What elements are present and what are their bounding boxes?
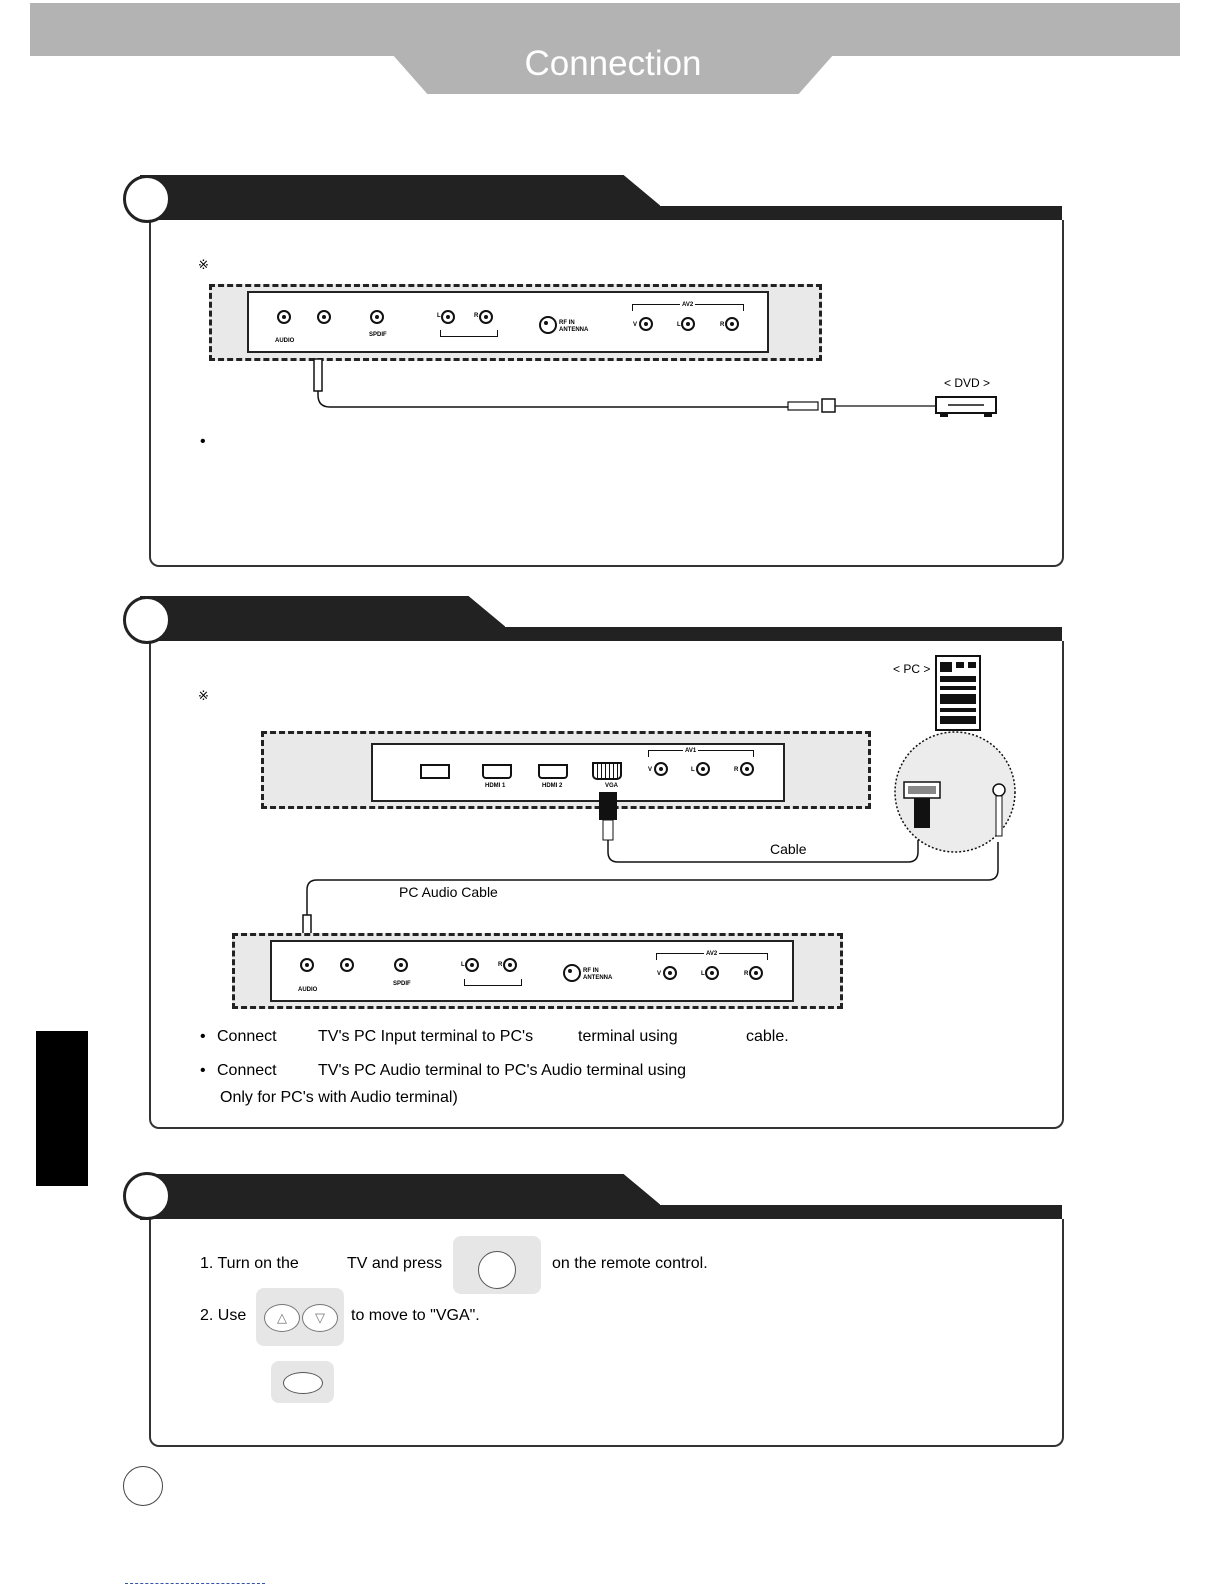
- section1-number-circle: [123, 175, 171, 223]
- spdif-label: SPDIF: [369, 332, 387, 338]
- b-l-label-av2: L: [701, 971, 705, 977]
- bullet-1-mark: •: [200, 1028, 206, 1045]
- b-v-label: V: [657, 971, 662, 977]
- r-label: R: [474, 313, 479, 319]
- b-antenna-label: ANTENNA: [583, 975, 613, 981]
- pc-label: < PC >: [893, 662, 931, 676]
- bullet-1-text-c: terminal using: [578, 1028, 678, 1045]
- hdmi2-label: HDMI 2: [542, 783, 563, 789]
- bullet-2-text-b: TV's PC Audio terminal to PC's Audio terminal using: [318, 1062, 687, 1079]
- rf-in-label: RF IN: [559, 320, 575, 326]
- section1-cable-diagram: [300, 355, 1020, 425]
- step2-text-b: to move to "VGA".: [351, 1307, 480, 1324]
- b-lr-bracket: [464, 979, 522, 986]
- b-rf-in-jack: [563, 964, 581, 982]
- section2-note-mark: ※: [198, 688, 209, 703]
- av1-l-jack: [696, 762, 710, 776]
- r-jack: [479, 310, 493, 324]
- r-label-av2: R: [720, 322, 725, 328]
- step2-text-a: 2. Use: [200, 1307, 247, 1324]
- bullet-2-mark: •: [200, 1062, 206, 1079]
- b-l-jack: [465, 958, 479, 972]
- b-audio-label: AUDIO: [298, 987, 318, 993]
- l-label: L: [437, 313, 441, 319]
- b-rf-in-label: RF IN: [583, 968, 599, 974]
- b-spdif-label: SPDIF: [393, 981, 411, 987]
- cable-label: Cable: [770, 841, 807, 857]
- av1-r-label: R: [734, 767, 739, 773]
- down-arrow-icon: ▽: [302, 1304, 338, 1332]
- vga-port: [592, 762, 622, 780]
- b-video-jack: [663, 966, 677, 980]
- audio-jack-1: [277, 310, 291, 324]
- section1-note-mark: ※: [198, 257, 209, 272]
- l-label-av2: L: [677, 322, 681, 328]
- antenna-label: ANTENNA: [559, 327, 589, 333]
- audio-label: AUDIO: [275, 338, 295, 344]
- pc-tower-icon: [934, 654, 984, 734]
- v-label: V: [633, 322, 638, 328]
- video-jack: [639, 317, 653, 331]
- b-av2-l-jack: [705, 966, 719, 980]
- step1-text-c: on the remote control.: [552, 1255, 708, 1272]
- usb-port: [420, 764, 450, 779]
- side-chapter-tab: [36, 1031, 88, 1186]
- b-r-label: R: [498, 962, 503, 968]
- av1-l-label: L: [691, 767, 695, 773]
- bullet-1-text-b: TV's PC Input terminal to PC's: [318, 1028, 534, 1045]
- hdmi1-label: HDMI 1: [485, 783, 506, 789]
- spdif-jack: [370, 310, 384, 324]
- bullet-2-text-e: Only for PC's with Audio terminal): [220, 1089, 458, 1106]
- b-audio-jack-2: [340, 958, 354, 972]
- page-title: Connection: [524, 44, 702, 83]
- section2-number-circle: [123, 596, 171, 644]
- rf-in-jack: [539, 316, 557, 334]
- step1-text-a: 1. Turn on the: [200, 1255, 299, 1272]
- av1-v-jack: [654, 762, 668, 776]
- footer-line: [125, 1583, 265, 1584]
- b-r-label-av2: R: [744, 971, 749, 977]
- up-arrow-icon: △: [264, 1304, 300, 1332]
- bullet-1-connect: Connect: [217, 1028, 277, 1045]
- lr-bracket: [440, 330, 498, 337]
- av1-r-jack: [740, 762, 754, 776]
- b-av2-label: AV2: [706, 951, 718, 957]
- ok-key-oval: [283, 1372, 323, 1394]
- section1-bullet: •: [200, 433, 206, 450]
- b-audio-jack-1: [300, 958, 314, 972]
- audio-jack-2: [317, 310, 331, 324]
- av1-label: AV1: [685, 748, 697, 754]
- input-key-circle: [478, 1251, 516, 1289]
- vga-label: VGA: [605, 783, 619, 789]
- section3-number-circle: [123, 1172, 171, 1220]
- page-number-circle: [123, 1466, 163, 1506]
- av2-l-jack: [681, 317, 695, 331]
- hdmi1-port: [482, 764, 512, 779]
- av2-label: AV2: [682, 302, 694, 308]
- av2-r-jack: [725, 317, 739, 331]
- b-spdif-jack: [394, 958, 408, 972]
- bullet-1-text-d: cable.: [746, 1028, 789, 1045]
- av1-bracket: [648, 750, 754, 757]
- b-l-label: L: [461, 962, 465, 968]
- l-jack: [441, 310, 455, 324]
- b-av2-r-jack: [749, 966, 763, 980]
- step1-text-b: TV and press: [347, 1255, 443, 1272]
- pc-audio-cable-label: PC Audio Cable: [399, 884, 498, 900]
- hdmi2-port: [538, 764, 568, 779]
- dvd-label: < DVD >: [944, 376, 991, 390]
- b-r-jack: [503, 958, 517, 972]
- bullet-2-connect: Connect: [217, 1062, 277, 1079]
- section2-cables: [295, 790, 1015, 950]
- av1-v-label: V: [648, 767, 653, 773]
